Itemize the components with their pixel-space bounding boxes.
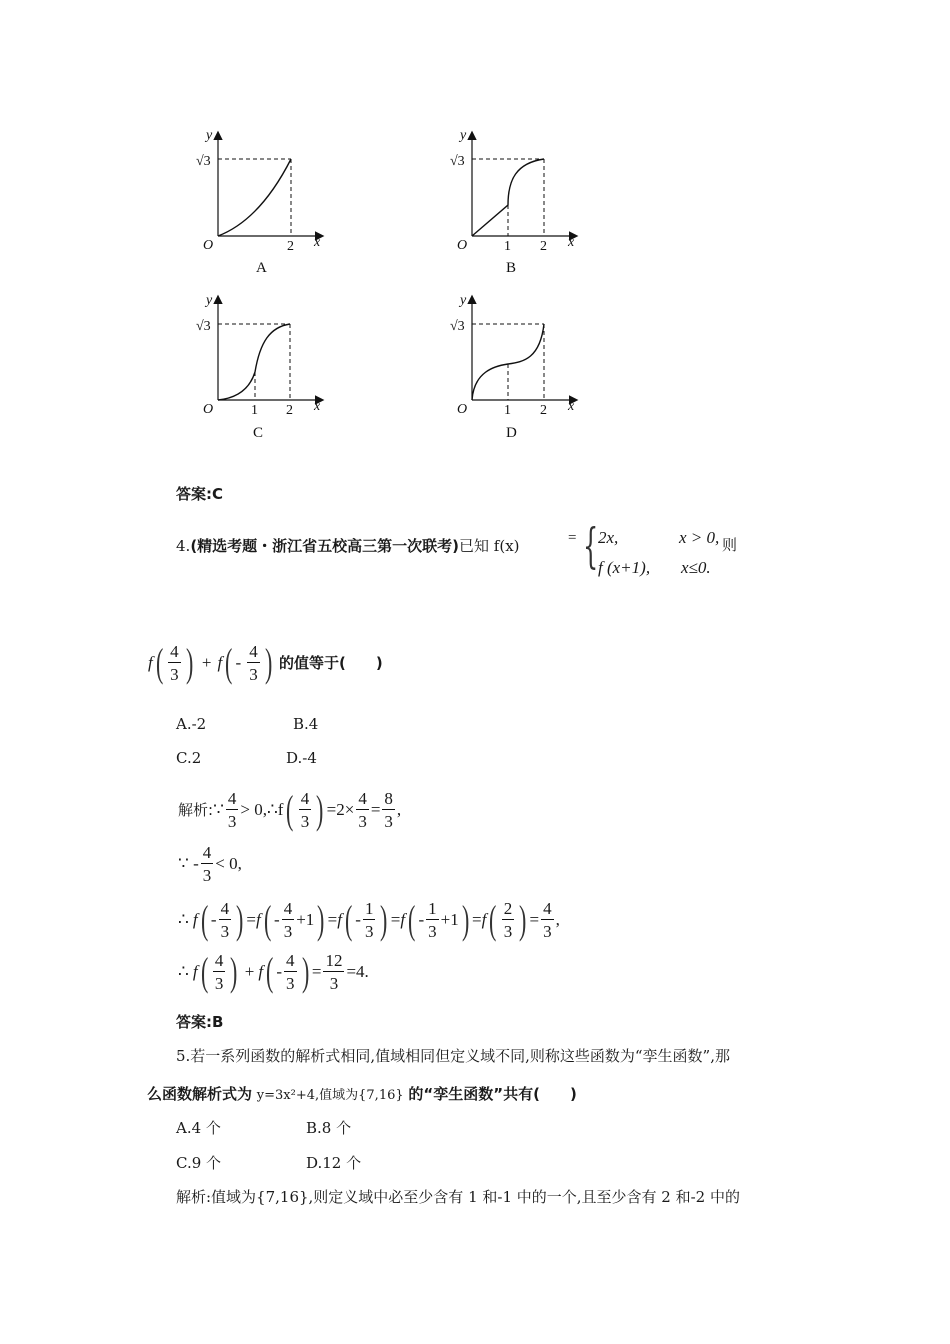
- graph-label: B: [506, 260, 517, 275]
- curve-a: [218, 159, 291, 236]
- curve-b: [472, 159, 544, 236]
- q4-solution-line1: 解析: ∵ $\frac{4}{3}$ > 0,∴f ( $\frac{4}{3}$ ) =2× $\frac{4}{3}$ = $\frac{8}{3}$ ,: [178, 787, 402, 832]
- y-tick-sqrt3: √3: [450, 154, 465, 169]
- graph-label: C: [253, 425, 264, 441]
- x-tick-2: 2: [540, 403, 547, 418]
- q4-expression: f ( $\frac{4}{3}$ ) + f ( - $\frac{4}{3}$ ) 的值等于( ): [148, 640, 383, 685]
- q5-line2-b: y=3x²+4,值域为{7,16}: [256, 1088, 404, 1103]
- x-tick-2: 2: [286, 403, 293, 418]
- q4-solution-line4: ∴ f ( $\frac{4}{3}$ ) + f ( - $\frac{4}{3}$ ) = $\frac{12}{3}$ =4.: [178, 949, 369, 994]
- origin-label: O: [203, 238, 214, 253]
- q4-option-a: A.-2: [176, 715, 207, 733]
- q5-option-c: C.9 个: [176, 1154, 222, 1172]
- origin-label: O: [457, 238, 468, 253]
- curve-c: [218, 324, 290, 400]
- case2-cond: x≤0.: [681, 558, 711, 577]
- x-tick-1: 1: [504, 403, 511, 418]
- q5-line1: 5.若一系列函数的解析式相同,值域相同但定义域不同,则称这些函数为“孪生函数”,那: [176, 1047, 730, 1065]
- origin-label: O: [203, 402, 214, 417]
- q5-option-b: B.8 个: [306, 1119, 352, 1137]
- q4-solution-line2: ∵ - $\frac{4}{3}$ < 0,: [178, 843, 242, 885]
- q5-line2: [147, 1084, 577, 1106]
- y-axis-label: y: [206, 128, 213, 143]
- q4-question-tail: 的值等于( ): [279, 654, 383, 672]
- graph-a: [190, 125, 340, 275]
- graph-label: D: [506, 425, 517, 441]
- solution-label: 解析:: [178, 801, 214, 819]
- q5-option-a: A.4 个: [176, 1119, 221, 1137]
- graph-label: A: [256, 260, 267, 275]
- y-axis-label: y: [206, 293, 213, 308]
- x-tick-2: 2: [287, 239, 294, 254]
- case2-expr: f (x+1),: [598, 558, 651, 577]
- q4-option-d: D.-4: [286, 749, 317, 767]
- x-axis-label: x: [568, 235, 575, 250]
- q4-stem: [176, 536, 520, 556]
- x-axis-label: x: [568, 399, 575, 414]
- graph-b: [444, 125, 594, 275]
- q4-intro: 已知 f(x): [459, 537, 520, 555]
- x-axis-label: x: [314, 399, 321, 414]
- y-tick-sqrt3: √3: [450, 319, 465, 334]
- q4-option-b: B.4: [293, 715, 319, 733]
- y-tick-sqrt3: √3: [196, 154, 211, 169]
- answer-q4: 答案:B: [176, 1013, 224, 1031]
- y-axis-label: y: [460, 293, 467, 308]
- case1-cond: x > 0,: [679, 528, 720, 547]
- q4-source: (精选考题・浙江省五校高三第一次联考): [190, 537, 460, 555]
- y-tick-sqrt3: √3: [196, 319, 211, 334]
- q5-line2-c: 的“孪生函数”共有( ): [408, 1085, 577, 1103]
- q5-option-d: D.12 个: [306, 1154, 362, 1172]
- y-axis-label: y: [460, 128, 467, 143]
- answer-q3: 答案:C: [176, 485, 224, 503]
- piecewise-brace: {: [583, 518, 599, 574]
- q4-option-c: C.2: [176, 749, 202, 767]
- x-axis-label: x: [314, 235, 321, 250]
- q4-number: 4.: [176, 537, 191, 555]
- graph-d: [444, 292, 594, 442]
- x-tick-1: 1: [251, 403, 258, 418]
- x-tick-2: 2: [540, 239, 547, 254]
- q5-solution: 解析:值域为{7,16},则定义域中必至少含有 1 和-1 中的一个,且至少含有 2 和-2 中的: [176, 1188, 740, 1206]
- q4-solution-line3: ∴ f ( - $\frac{4}{3}$ ) = f ( - $\frac{4}{3}$ +1 ) = f ( - $\frac{1}{3}$ ) = f ( - $\frac{1}{3}$ +1 ) = f ( $\frac{2}{3}$ ) = $\frac{4}{3}$ ,: [178, 897, 560, 942]
- origin-label: O: [457, 402, 468, 417]
- x-tick-1: 1: [504, 239, 511, 254]
- q4-then: 则: [722, 536, 738, 554]
- q5-line2-a: 么函数解析式为: [147, 1085, 253, 1103]
- graph-c: [190, 292, 340, 442]
- case1-expr: 2x,: [598, 528, 619, 547]
